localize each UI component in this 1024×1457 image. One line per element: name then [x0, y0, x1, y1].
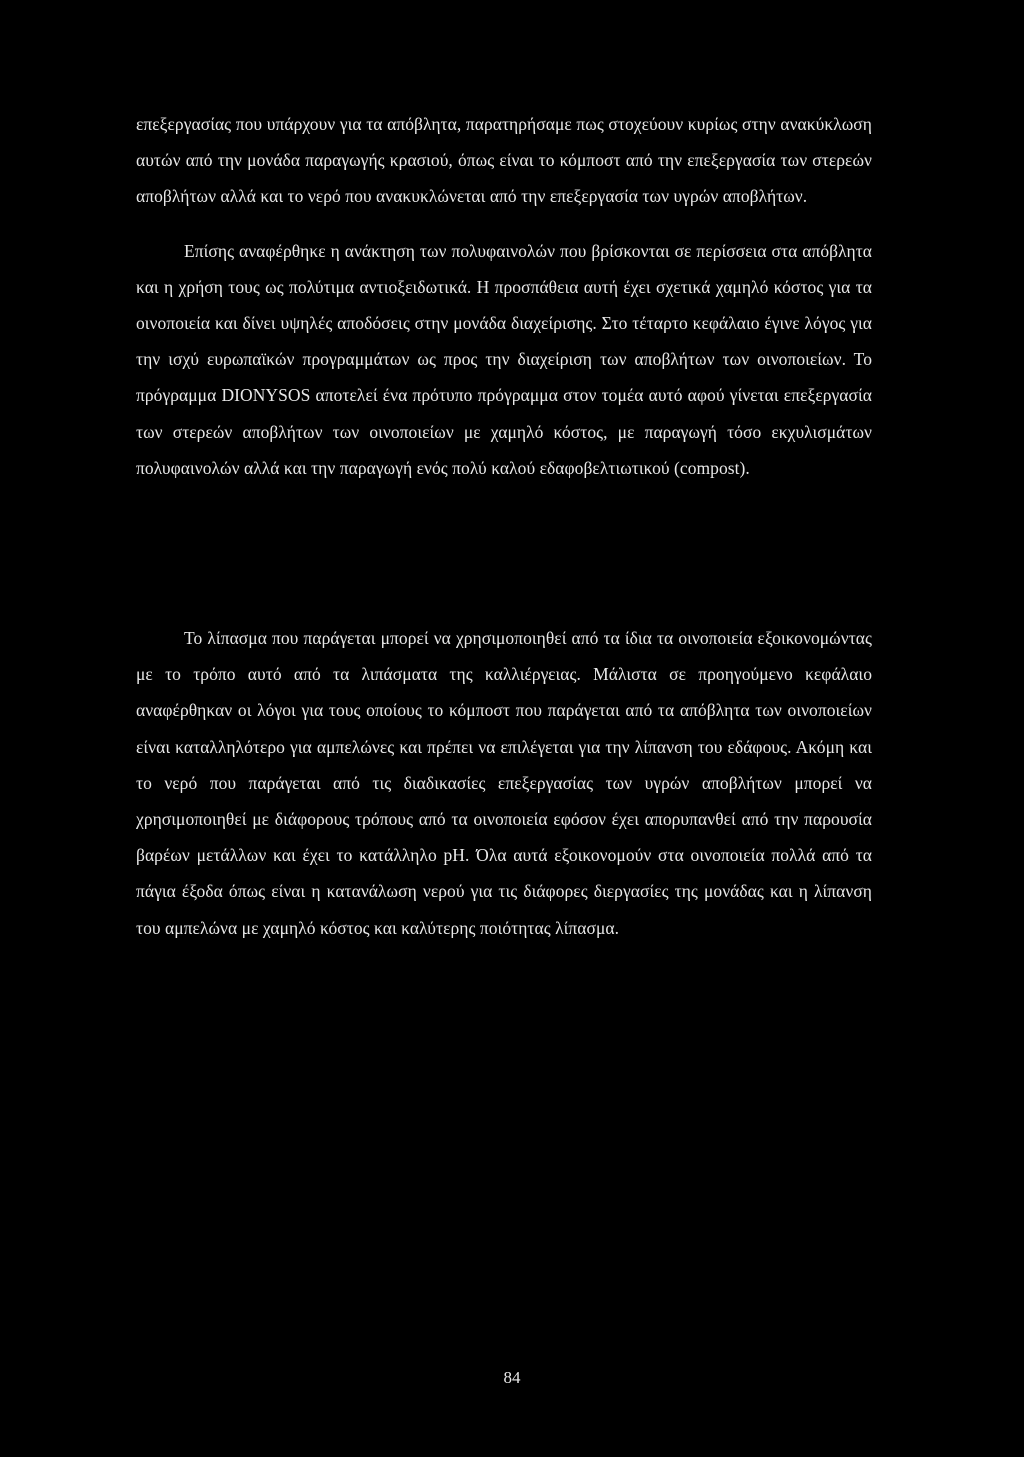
text-block-upper: [136, 106, 872, 486]
paragraph-fertilizer: Το λίπασμα που παράγεται μπορεί να χρησιμοποιηθεί από τα ίδια τα οινοποιεία εξοικονομώντας με το τρόπο αυτό από τα λιπάσματα της καλλιέργειας. Μάλιστα σε προηγούμενο κεφάλαιο αναφέρθηκαν οι λόγοι για τους οποίους το κόμποστ που παράγεται από τα απόβλητα των οινοποιείων είναι καταλληλότερο για αμπελώνες και πρέπει να επιλέγεται για την λίπανση του εδάφους. Ακόμη και το νερό που παράγεται από τις διαδικασίες επεξεργασίας των υγρών αποβλήτων μπορεί να χρησιμοποιηθεί με διάφορους τρόπους από τα οινοποιεία εφόσον έχει απορυπανθεί από την παρουσία βαρέων μετάλλων και έχει το κατάλληλο pH. Όλα αυτά εξοικονομούν στα οινοποιεία πολλά από τα πάγια έξοδα όπως είναι η κατανάλωση νερού για τις διάφορες διεργασίες της μονάδας και η λίπανση του αμπελώνα με χαμηλό κόστος και καλύτερης ποιότητας λίπασμα.: [136, 628, 872, 938]
text-block-lower: [136, 620, 872, 946]
paragraph-gap: [136, 215, 872, 233]
paragraph-polyphenols: Επίσης αναφέρθηκε η ανάκτηση των πολυφαινολών που βρίσκονται σε περίσσεια στα απόβλητα και η χρήση τους ως πολύτιμα αντιοξειδωτικά. Η προσπάθεια αυτή έχει σχετικά χαμηλό κόστος για τα οινοποιεία και δίνει υψηλές αποδόσεις στην μονάδα διαχείρισης. Στο τέταρτο κεφάλαιο έγινε λόγος για την ισχύ ευρωπαϊκών προγραμμάτων ως προς την διαχείριση των αποβλήτων των οινοποιείων. Το πρόγραμμα DIONYSOS αποτελεί ένα πρότυπο πρόγραμμα στον τομέα αυτό αφού γίνεται επεξεργασία των στερεών αποβλήτων των οινοποιείων με χαμηλό κόστος, με παραγωγή τόσο εκχυλισμάτων πολυφαινολών αλλά και την παραγωγή ενός πολύ καλού εδαφοβελτιωτικού (compost).: [136, 240, 872, 478]
paragraph-continuation: επεξεργασίας που υπάρχουν για τα απόβλητα, παρατηρήσαμε πως στοχεύουν κυρίως στην ανακύκλωση αυτών από την μονάδα παραγωγής κρασιού, όπως είναι το κόμποστ από την επεξεργασία των στερεών αποβλήτων αλλά και το νερό που ανακυκλώνεται από την επεξεργασία των υγρών αποβλήτων.: [136, 114, 872, 207]
page-number: 84: [503, 1368, 521, 1387]
